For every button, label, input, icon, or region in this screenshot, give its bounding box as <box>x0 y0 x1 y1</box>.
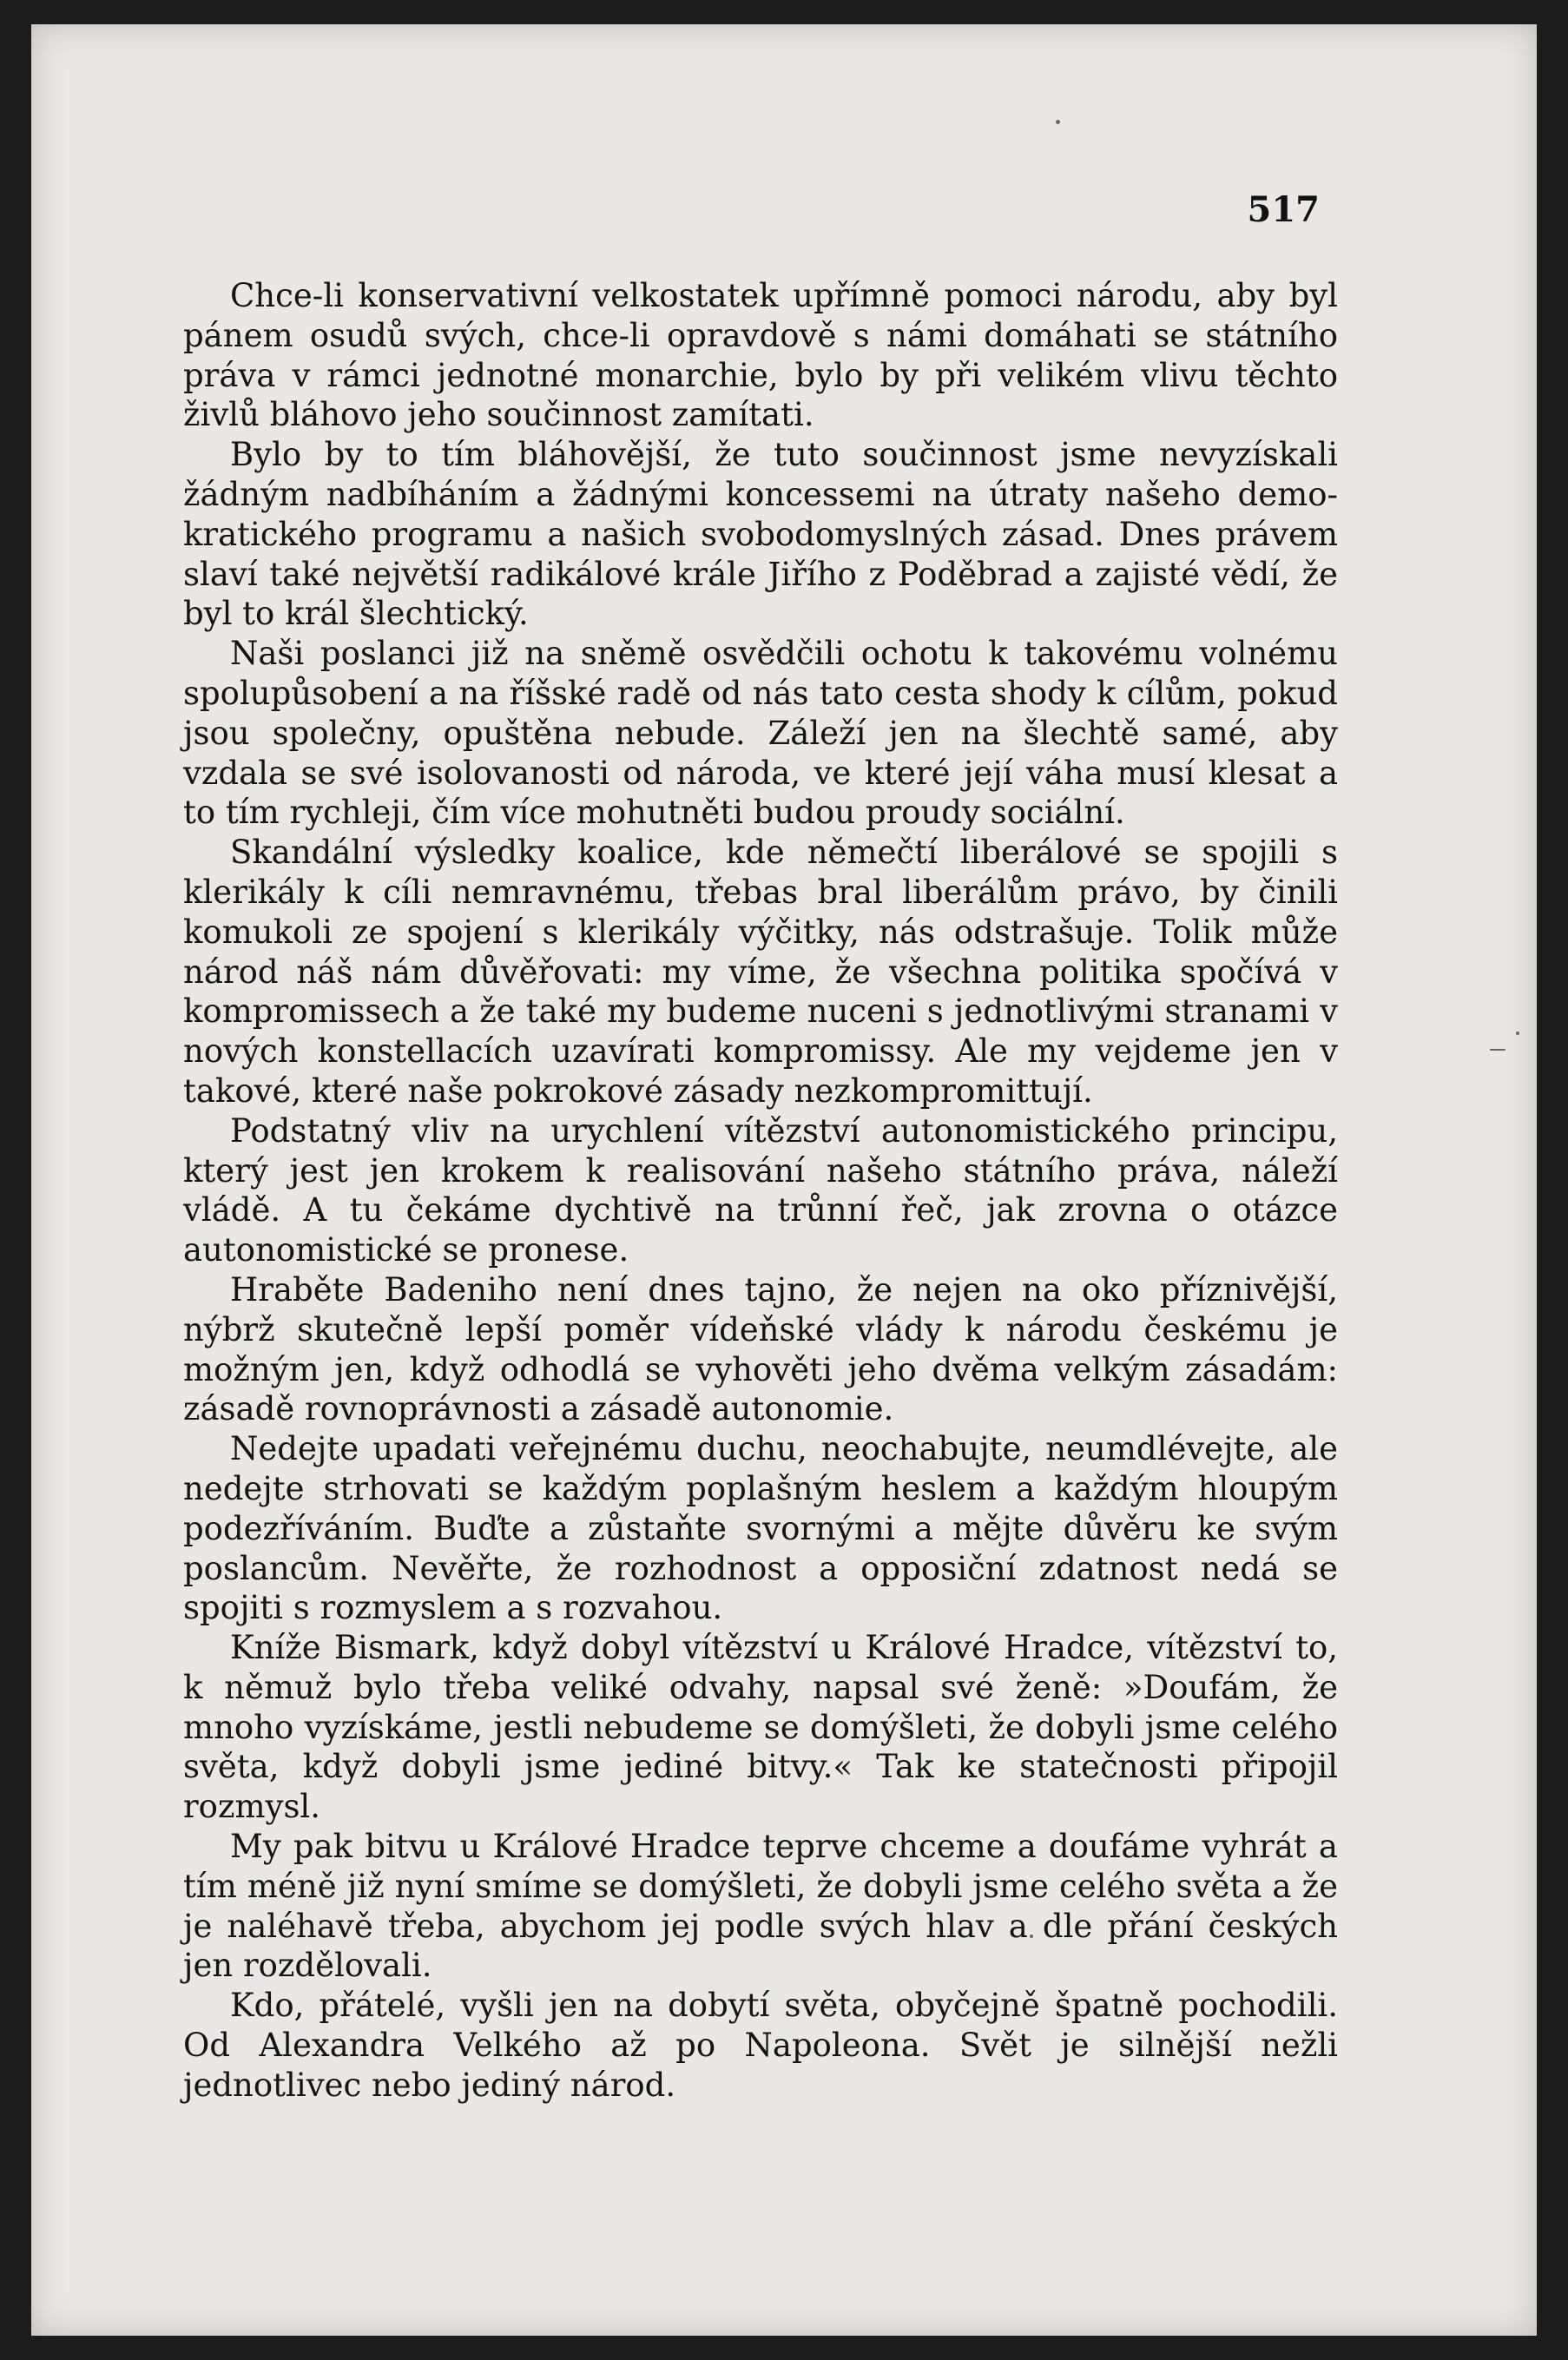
paragraph: Naši poslanci již na sněmě osvědčili ochotu k takovému volnému spolupůsobení a na říšské radě od nás tato cesta shody k cílům, pokud jsou společny, opuštěna nebude. Záleží jen na šlechtě samé, aby vzdala se své isolovanosti od národa, ve které její váha musí klesat a to tím rychleji, čím více mohutněti budou proudy sociální. <box>183 635 1338 832</box>
paragraph: Bylo by to tím bláhovější, že tuto součinnost jsme nevyzískali žádným nadbíháním a žádnými koncessemi na útraty našeho demokratického programu a našich svobodomyslných zásad. Dnes právem slaví také největší radikálové krále Jiřího z Poděbrad a zajisté vědí, že byl to král šlechtický. <box>183 436 1338 633</box>
body-text <box>183 276 1338 2106</box>
print-speck <box>1516 1032 1519 1035</box>
paragraph: Kníže Bismark, když dobyl vítězství u Králové Hradce, vítězství to, k němuž bylo třeba veliké odvahy, napsal své ženě: »Doufám, že mnoho vyzískáme, jestli nebudeme se domýšleti, že dobyli jsme celého světa, když dobyli jsme jediné bitvy.« Tak ke statečnosti připojil rozmysl. <box>183 1629 1338 1826</box>
paragraph: Skandální výsledky koalice, kde němečtí liberálové se spojili s klerikály k cíli nemravnému, třebas bral liberálům právo, by činili komukoli ze spojení s klerikály výčitky, nás odstrašuje. Tolik může národ náš nám důvěřovati: my víme, že všechna politika spočívá v kompromissech a že také my budeme nuceni s jednotlivými stranami v nových konstellacích uzavírati kompromissy. Ale my vejdeme jen v takové, které naše pokrokové zásady nezkompromittují. <box>183 834 1338 1110</box>
print-speck <box>1056 120 1060 124</box>
paragraph: Podstatný vliv na urychlení vítězství autonomistického principu, který jest jen krokem k realisování našeho státního práva, náleží vládě. A tu čekáme dychtivě na trůnní řeč, jak zrovna o otázce autonomistické se pronese. <box>183 1111 1338 1269</box>
page-number: 517 <box>1247 189 1320 230</box>
book-page <box>31 24 1537 2336</box>
paragraph: Hraběte Badeniho není dnes tajno, že nejen na oko příznivější, nýbrž skutečně lepší poměr vídeňské vlády k národu českému je možným jen, když odhodlá se vyhověti jeho dvěma velkým zásadám: zásadě rovnoprávnosti a zásadě autonomie. <box>183 1270 1338 1428</box>
paragraph: Nedejte upadati veřejnému duchu, neochabujte, neumdlévejte, ale nedejte strhovati se každým poplašným heslem a každým hloupým podezříváním. Buďte a zůstaňte svornými a mějte důvěru ke svým poslancům. Nevěřte, že rozhodnost a opposiční zdatnost nedá se spojiti s rozmyslem a s rozvahou. <box>183 1430 1338 1627</box>
print-speck <box>1490 1049 1505 1051</box>
paragraph: My pak bitvu u Králové Hradce teprve chceme a doufáme vyhrát a tím méně již nyní smíme se domýšleti, že dobyli jsme celého světa a že je naléhavě třeba, abychom jej podle svých hlav a dle přání českých jen rozdělovali. <box>183 1828 1338 1985</box>
paragraph: Chce-li konservativní velkostatek upřímně pomoci národu, aby byl pánem osudů svých, chce-li opravdově s námi domáhati se státního práva v rámci jednotné monarchie, bylo by při velikém vlivu těchto živlů bláhovo jeho součinnost zamítati. <box>183 277 1338 434</box>
paragraph: Kdo, přátelé, vyšli jen na dobytí světa, obyčejně špatně pochodili. Od Alexandra Velkého až po Napoleona. Svět je silnější nežli jednotlivec nebo jediný národ. <box>183 1987 1338 2104</box>
